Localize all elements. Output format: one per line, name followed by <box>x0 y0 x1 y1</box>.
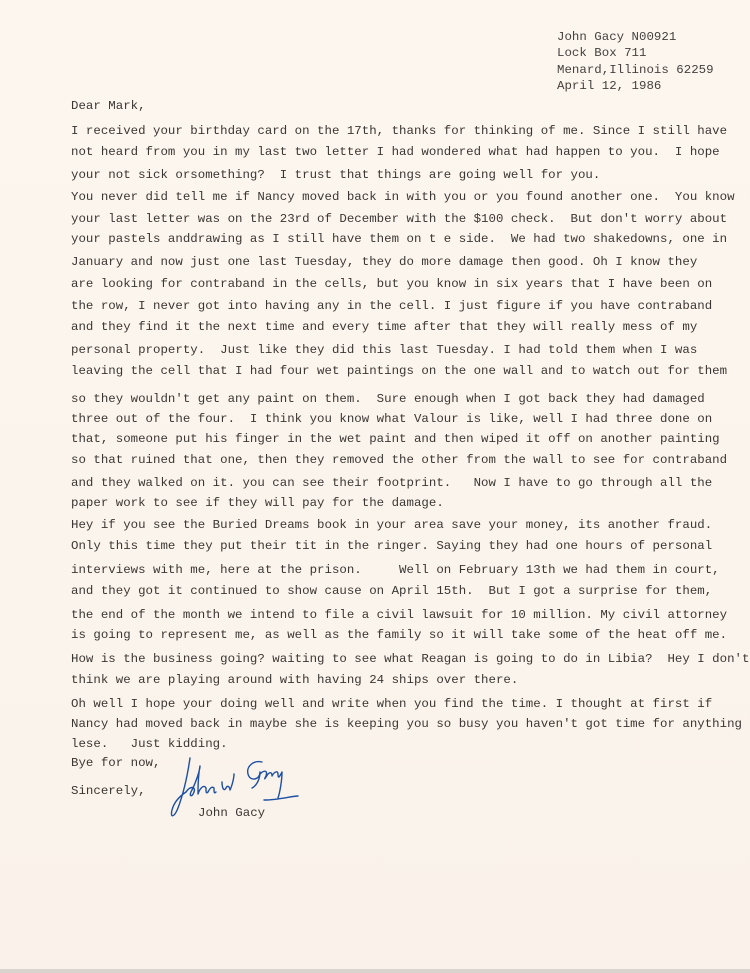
body-line: not heard from you in my last two letter I had wondered what had happen to you. I hope <box>71 145 720 159</box>
body-line: three out of the four. I think you know what Valour is like, well I had three done on <box>71 412 713 426</box>
body-line: your not sick orsomething? I trust that things are going well for you. <box>71 168 601 182</box>
sender-name-line: John Gacy N00921 <box>557 30 677 44</box>
typed-signature-name: John Gacy <box>198 806 266 820</box>
body-line: that, someone put his finger in the wet paint and then wiped it off on another painting <box>71 432 720 446</box>
body-line: January and now just one last Tuesday, they do more damage then good. Oh I know they <box>71 255 698 269</box>
body-line: is going to represent me, as well as the family so it will take some of the heat off me. <box>71 628 728 642</box>
body-line: paper work to see if they will pay for the damage. <box>71 496 444 510</box>
body-line: think we are playing around with having 24 ships over there. <box>71 673 519 687</box>
body-line: your last letter was on the 23rd of December with the $100 check. But don't worry about <box>71 212 728 226</box>
body-line: Hey if you see the Buried Dreams book in your area save your money, its another fraud. <box>71 518 713 532</box>
sender-city-line: Menard,Illinois 62259 <box>557 63 714 77</box>
closing-bye: Bye for now, <box>71 756 161 770</box>
body-line: Oh well I hope your doing well and write when you find the time. I thought at first if <box>71 697 713 711</box>
body-line: Only this time they put their tit in the ringer. Saying they had one hours of personal <box>71 539 713 553</box>
body-line: your pastels anddrawing as I still have them on t e side. We had two shakedowns, one in <box>71 232 728 246</box>
body-line: lese. Just kidding. <box>71 737 228 751</box>
body-line: and they got it continued to show cause on April 15th. But I got a surprise for them, <box>71 584 713 598</box>
body-line: and they walked on it. you can see their footprint. Now I have to go through all the <box>71 476 713 490</box>
body-line: personal property. Just like they did this last Tuesday. I had told them when I was <box>71 343 698 357</box>
letter-date: April 12, 1986 <box>557 79 662 93</box>
sender-box-line: Lock Box 711 <box>557 46 647 60</box>
body-line: so they wouldn't get any paint on them. Sure enough when I got back they had damaged <box>71 392 705 406</box>
salutation: Dear Mark, <box>71 99 146 113</box>
body-line: How is the business going? waiting to see what Reagan is going to do in Libia? Hey I don't <box>71 652 750 666</box>
body-line: the row, I never got into having any in the cell. I just figure if you have contraband <box>71 299 713 313</box>
body-line: leaving the cell that I had four wet paintings on the one wall and to watch out for them <box>71 364 728 378</box>
body-line: interviews with me, here at the prison. Well on February 13th we had them in court, <box>71 563 720 577</box>
body-line: Nancy had moved back in maybe she is keeping you so busy you haven't got time for anything <box>71 717 743 731</box>
body-line: You never did tell me if Nancy moved back in with you or you found another one. You know <box>71 190 735 204</box>
body-line: and they find it the next time and every time after that they will really mess of my <box>71 320 698 334</box>
body-line: are looking for contraband in the cells, but you know in six years that I have been on <box>71 277 713 291</box>
body-line: so that ruined that one, then they removed the other from the wall to see for contraband <box>71 453 728 467</box>
page-bottom-edge <box>0 969 750 973</box>
body-line: the end of the month we intend to file a civil lawsuit for 10 million. My civil attorney <box>71 608 728 622</box>
closing-sincerely: Sincerely, <box>71 784 146 798</box>
body-line: I received your birthday card on the 17th, thanks for thinking of me. Since I still have <box>71 124 728 138</box>
